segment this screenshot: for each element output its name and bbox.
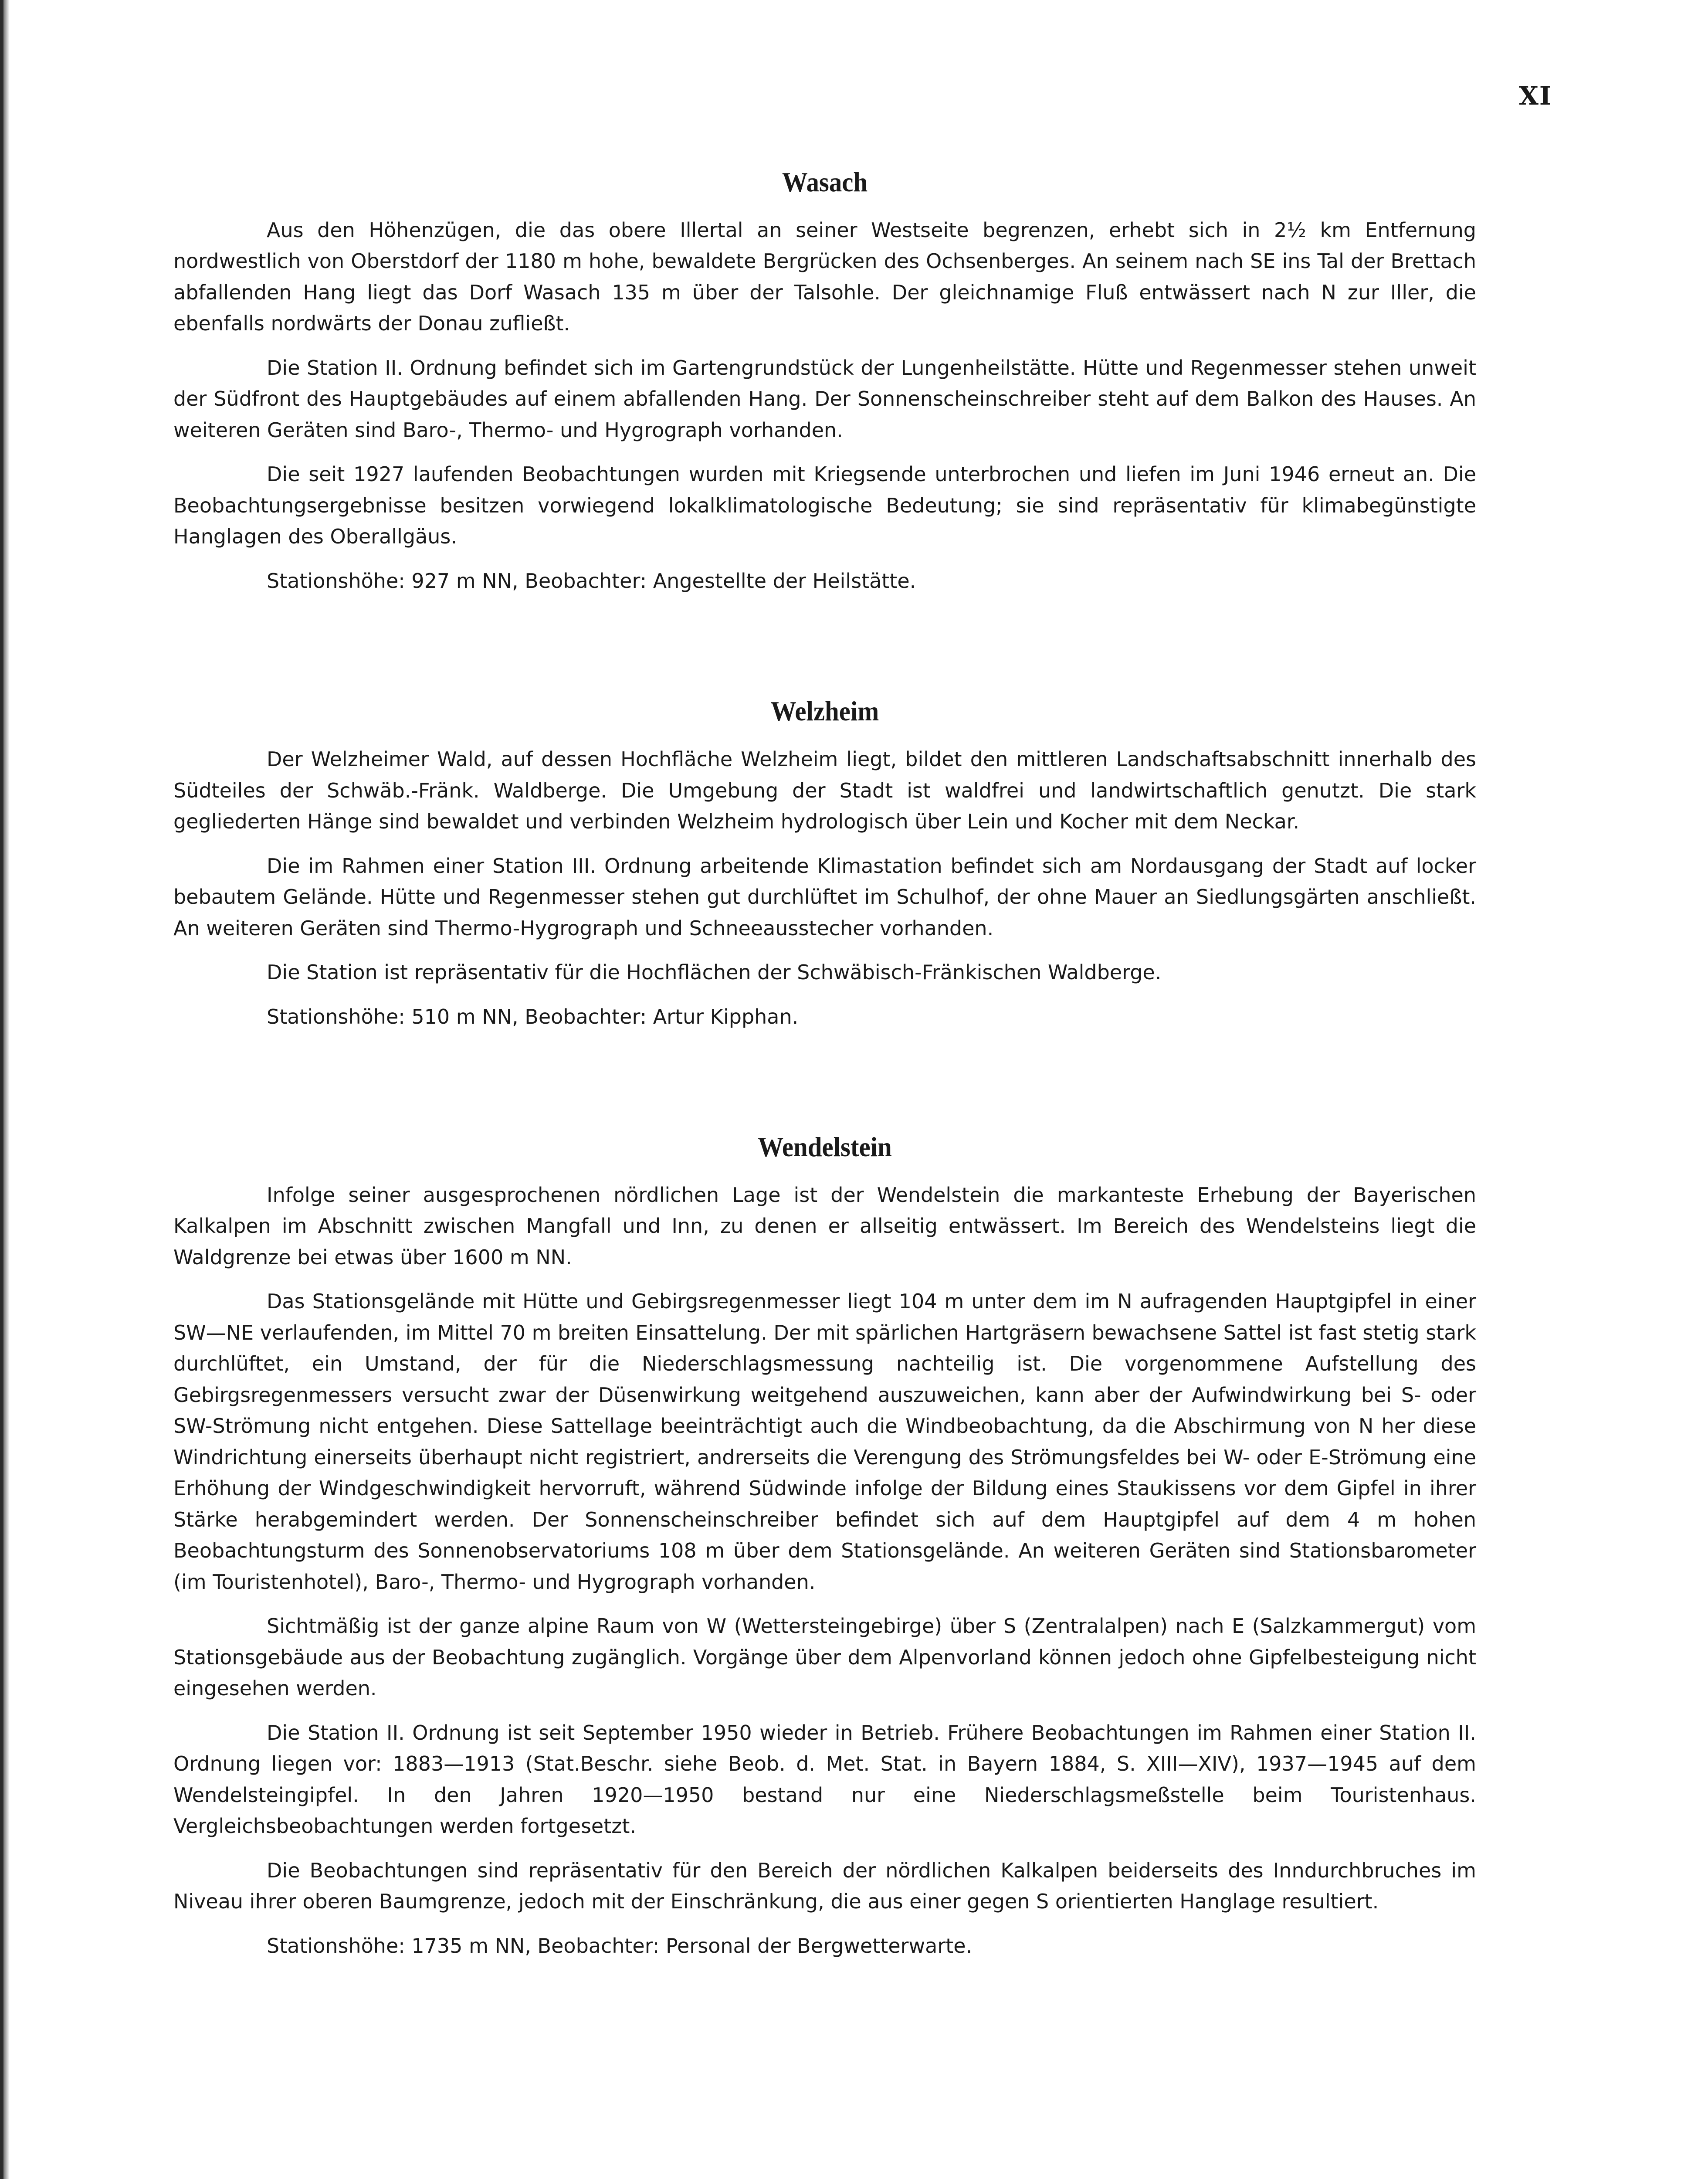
section-wendelstein	[173, 1130, 1476, 1962]
scan-edge	[0, 0, 10, 2179]
paragraph: Die Station ist repräsentativ für die Hochflächen der Schwäbisch-Fränkischen Waldberge.	[267, 961, 1162, 984]
page-content	[173, 166, 1476, 1962]
station-info: Stationshöhe: 927 m NN, Beobachter: Angestellte der Heilstätte.	[267, 569, 916, 593]
paragraph: Sichtmäßig ist der ganze alpine Raum von W (Wettersteingebirge) über S (Zentralalpen) nach E (Salzkammergut) vom Stationsgebäude aus der Beobachtung zugänglich. Vorgänge über dem Alpenvorland können jedoch ohne Gipfelbesteigung nicht eingesehen werden.	[173, 1614, 1476, 1700]
paragraph: Der Welzheimer Wald, auf dessen Hochfläche Welzheim liegt, bildet den mittleren Landschaftsabschnitt innerhalb des Südteiles der Schwäb.-Fränk. Waldberge. Die Umgebung der Stadt ist waldfrei und landwirtschaftlich genutzt. Die stark gegliederten Hänge sind bewaldet und verbinden Welzheim hydrologisch über Lein und Kocher mit dem Neckar.	[173, 747, 1476, 834]
paragraph: Die Beobachtungen sind repräsentativ für den Bereich der nördlichen Kalkalpen beiderseits des Inndurchbruches im Niveau ihrer oberen Baumgrenze, jedoch mit der Einschränkung, die aus einer gegen S orientierten Hanglage resultiert.	[173, 1858, 1476, 1914]
station-info: Stationshöhe: 1735 m NN, Beobachter: Personal der Bergwetterwarte.	[267, 1934, 973, 1958]
paragraph: Die im Rahmen einer Station III. Ordnung arbeitende Klimastation befindet sich am Nordausgang der Stadt auf locker bebautem Gelände. Hütte und Regenmesser stehen gut durchlüftet im Schulhof, der ohne Mauer an Siedlungsgärten anschließt. An weiteren Geräten sind Thermo-Hygrograph und Schneeausstecher vorhanden.	[173, 854, 1476, 940]
section-wasach	[173, 166, 1476, 597]
page-number: XI	[1518, 81, 1552, 111]
paragraph: Die Station II. Ordnung ist seit September 1950 wieder in Betrieb. Frühere Beobachtungen im Rahmen einer Station II. Ordnung liegen vor: 1883—1913 (Stat.Beschr. siehe Beob. d. Met. Stat. in Bayern 1884, S. XIII—XIV), 1937—1945 auf dem Wendelsteingipfel. In den Jahren 1920—1950 bestand nur eine Niederschlagsmeßstelle beim Touristenhaus. Vergleichsbeobachtungen werden fortgesetzt.	[173, 1721, 1476, 1838]
section-welzheim	[173, 695, 1476, 1032]
paragraph: Aus den Höhenzügen, die das obere Illertal an seiner Westseite begrenzen, erhebt sich in 2½ km Entfernung nordwestlich von Oberstdorf der 1180 m hohe, bewaldete Bergrücken des Ochsenberges. An seinem nach SE ins Tal der Brettach abfallenden Hang liegt das Dorf Wasach 135 m über der Talsohle. Der gleichnamige Fluß entwässert nach N zur Iller, die ebenfalls nordwärts der Donau zufließt.	[173, 218, 1476, 336]
paragraph: Infolge seiner ausgesprochenen nördlichen Lage ist der Wendelstein die markanteste Erhebung der Bayerischen Kalkalpen im Abschnitt zwischen Mangfall und Inn, zu denen er allseitig entwässert. Im Bereich des Wendelsteins liegt die Waldgrenze bei etwas über 1600 m NN.	[173, 1183, 1476, 1269]
station-info: Stationshöhe: 510 m NN, Beobachter: Artur Kipphan.	[267, 1005, 799, 1028]
paragraph: Die seit 1927 laufenden Beobachtungen wurden mit Kriegsende unterbrochen und liefen im Juni 1946 erneut an. Die Beobachtungsergebnisse besitzen vorwiegend lokalklimatologische Bedeutung; sie sind repräsentativ für klimabegünstigte Hanglagen des Oberallgäus.	[173, 462, 1476, 549]
paragraph: Das Stationsgelände mit Hütte und Gebirgsregenmesser liegt 104 m unter dem im N aufragenden Hauptgipfel in einer SW—NE verlaufenden, im Mittel 70 m breiten Einsattelung. Der mit spärlichen Hartgräsern bewachsene Sattel ist fast stetig stark durchlüftet, ein Umstand, der für die Niederschlagsmessung nachteilig ist. Die vorgenommene Aufstellung des Gebirgsregenmessers versucht zwar der Düsenwirkung weitgehend auszuweichen, kann aber der Aufwindwirkung bei S- oder SW-Strömung nicht entgehen. Diese Sattellage beeinträchtigt auch die Windbeobachtung, da die Abschirmung von N her diese Windrichtung einerseits überhaupt nicht registriert, andrerseits die Verengung des Strömungsfeldes bei W- oder E-Strömung eine Erhöhung der Windgeschwindigkeit hervorruft, während Südwinde infolge der Bildung eines Staukissens vor dem Gipfel in ihrer Stärke herabgemindert werden. Der Sonnenscheinschreiber befindet sich auf dem Hauptgipfel auf dem 4 m hohen Beobachtungsturm des Sonnenobservatoriums 108 m über dem Stationsgelände. An weiteren Geräten sind Stationsbarometer (im Touristenhotel), Baro-, Thermo- und Hygrograph vorhanden.	[173, 1290, 1476, 1594]
section-title: Wasach	[782, 166, 868, 197]
paragraph: Die Station II. Ordnung befindet sich im Gartengrundstück der Lungenheilstätte. Hütte und Regenmesser stehen unweit der Südfront des Hauptgebäudes auf einem abfallenden Hang. Der Sonnenscheinschreiber steht auf dem Balkon des Hauses. An weiteren Geräten sind Baro-, Thermo- und Hygrograph vorhanden.	[173, 356, 1476, 442]
section-title: Wendelstein	[758, 1131, 892, 1163]
section-title: Welzheim	[770, 696, 879, 727]
